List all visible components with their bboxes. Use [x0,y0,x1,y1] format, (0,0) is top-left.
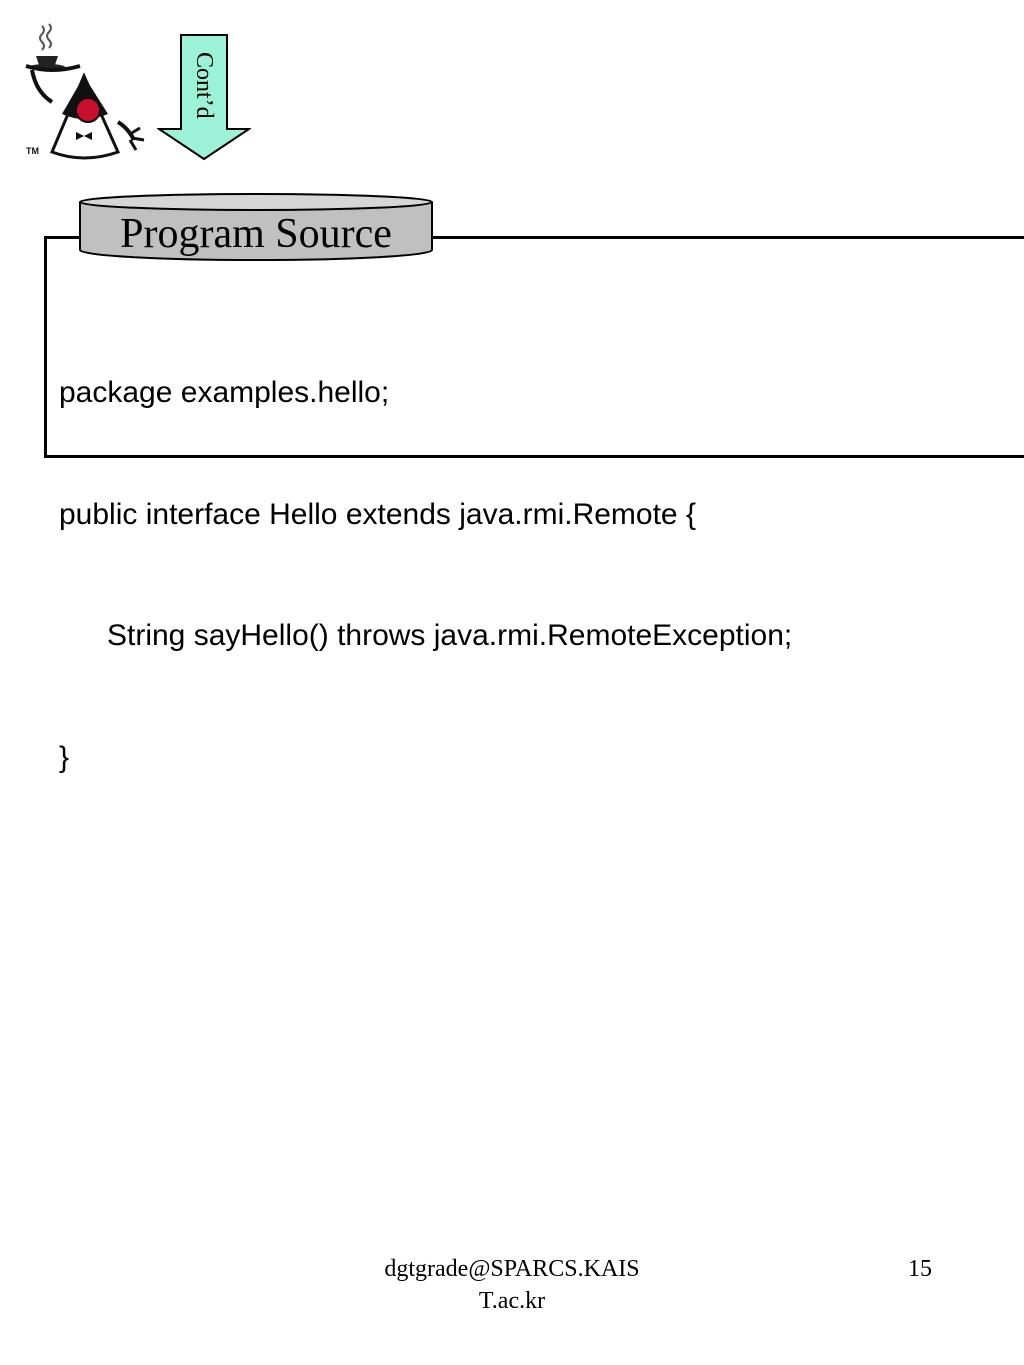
code-line: } [59,740,70,774]
java-duke-logo-icon [22,22,148,162]
footer-email-line: dgtgrade@SPARCS.KAIS [384,1256,640,1282]
footer-email-line: T.ac.kr [478,1288,546,1314]
section-title: Program Source [120,211,392,257]
code-line: String sayHello() throws java.rmi.RemoteException; [107,619,793,652]
contd-label: Cont’d [191,51,217,119]
code-line: package examples.hello; [59,376,390,409]
footer-email [362,1253,662,1317]
svg-text:TM: TM [26,146,39,156]
code-listing [59,292,792,819]
code-line: public interface Hello extends java.rmi.Remote { [59,497,696,531]
page-number: 15 [908,1256,932,1282]
